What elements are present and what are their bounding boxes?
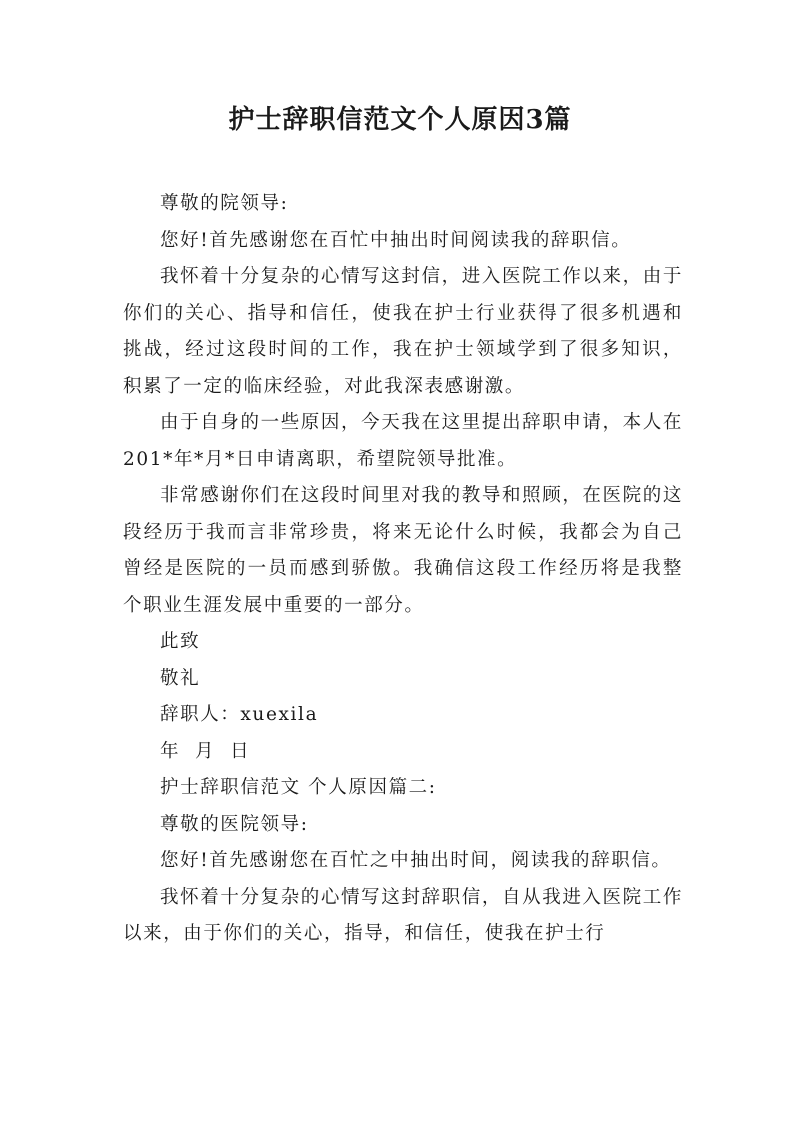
salutation: 尊敬的院领导: [160,193,289,214]
date-line: 年 月 日 [160,740,251,762]
closing-line: 此致 [160,631,201,652]
closing-regards: 敬礼 [160,667,201,689]
body-paragraph: 我怀着十分复杂的心情写这封信，进入医院工作以来，由于你们的关心、指导和信任，使我在护士行业获得了很多机遇和挑战，经过这段时间的工作，我在护士领域学到了很多知识，积累了一定的临床经验，对此我深表感谢激。 [123,266,683,397]
section-heading: 护士辞职信范文 个人原因篇二: [160,777,437,798]
greeting: 您好!首先感谢您在百忙之中抽出时间，阅读我的辞职信。 [160,850,672,871]
document-body [123,186,683,953]
body-paragraph: 非常感谢你们在这段时间里对我的教导和照顾，在医院的这段经历于我而言非常珍贵，将来无论什么时候，我都会为自己曾经是医院的一员而感到骄傲。我确信这段工作经历将是我整个职业生涯发展中重要的一部分。 [123,485,683,616]
body-paragraph: 由于自身的一些原因，今天我在这里提出辞职申请，本人在201*年*月*日申请离职，希望院领导批准。 [123,412,683,470]
signature-line: 辞职人：xuexila [160,704,319,725]
document-title: 护士辞职信范文个人原因3篇 [228,105,572,135]
body-paragraph: 我怀着十分复杂的心情写这封辞职信，自从我进入医院工作以来，由于你们的关心，指导，和信任，使我在护士行 [123,886,683,944]
salutation: 尊敬的医院领导: [160,813,309,835]
greeting: 您好!首先感谢您在百忙中抽出时间阅读我的辞职信。 [160,229,632,251]
